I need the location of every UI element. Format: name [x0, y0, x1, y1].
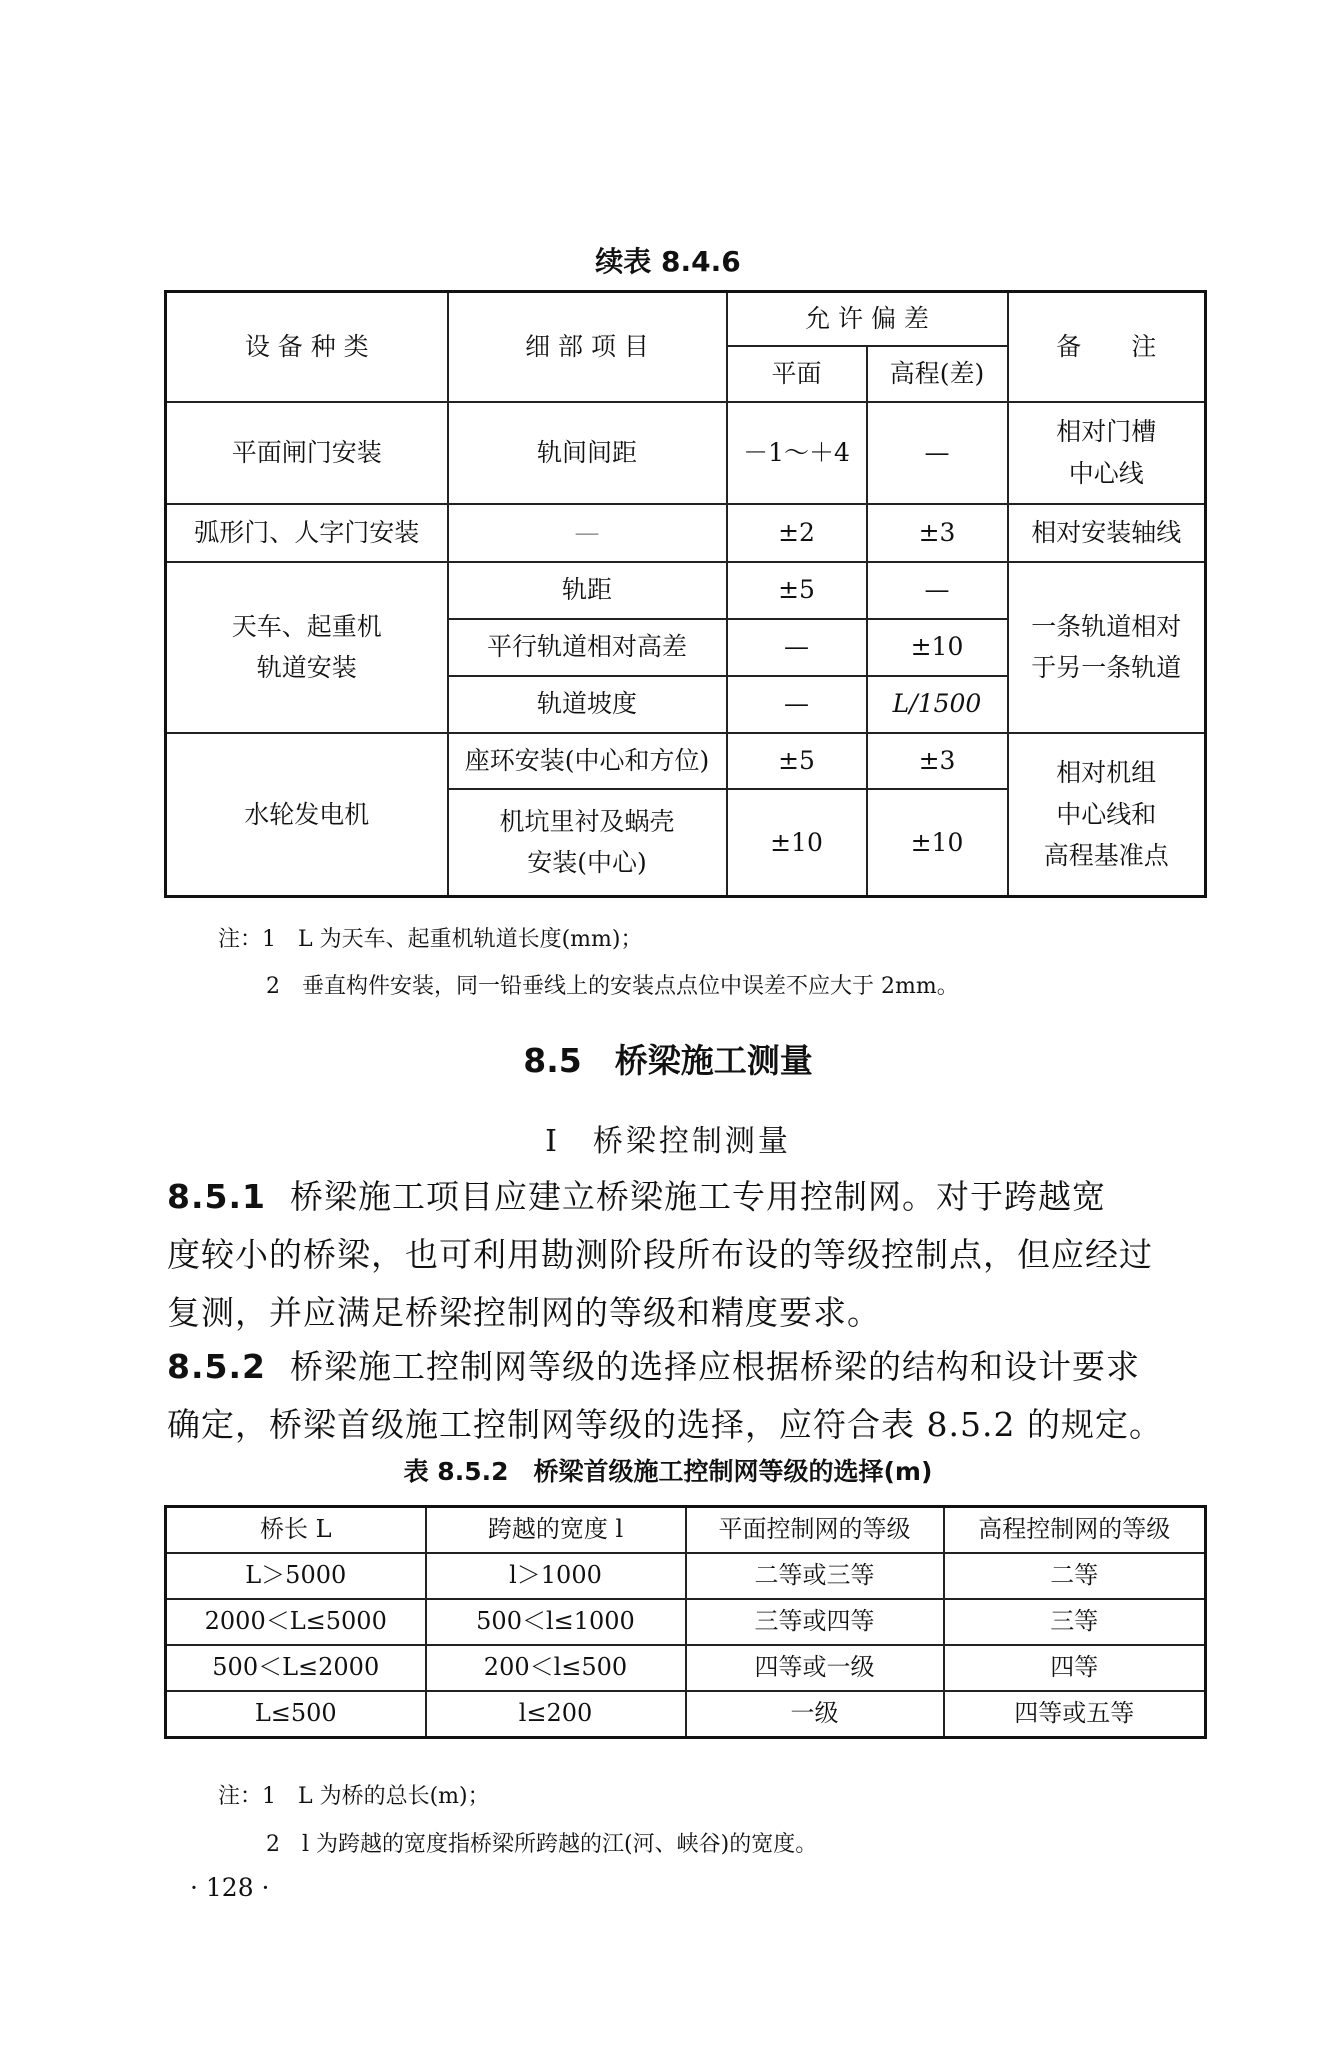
tolerance-table	[164, 290, 1207, 898]
cell-remark	[1008, 402, 1206, 504]
header-remark: 备 注	[1008, 292, 1206, 402]
cell-bridge-length: 500＜L≤2000	[166, 1645, 426, 1691]
cell-plane-grade: 一级	[686, 1691, 944, 1738]
cell-equipment: 弧形门、人字门安装	[166, 504, 448, 562]
remark-line: 中心线和	[1056, 799, 1157, 829]
table-caption: 续表 8.4.6	[595, 245, 741, 278]
cell-plane: ±5	[727, 733, 867, 789]
cell-elevation: L/1500	[867, 676, 1008, 733]
remark-line: 相对门槽	[1056, 417, 1157, 447]
cell-bridge-length: L≤500	[166, 1691, 426, 1738]
cell-bridge-length: L＞5000	[166, 1553, 426, 1599]
cell-remark	[1008, 733, 1206, 897]
cell-plane: ±2	[727, 504, 867, 562]
cell-plane-grade: 四等或一级	[686, 1645, 944, 1691]
cell-remark	[1008, 562, 1206, 733]
cell-item: 轨道坡度	[448, 676, 727, 733]
table-row	[166, 1645, 1206, 1691]
paragraph-line: 确定，桥梁首级施工控制网等级的选择，应符合表 8.5.2 的规定。	[167, 1405, 1163, 1444]
cell-plane-grade: 三等或四等	[686, 1599, 944, 1645]
remark-line: 高程基准点	[1043, 840, 1169, 870]
cell-span-width: 200＜l≤500	[426, 1645, 686, 1691]
cell-plane: —	[727, 619, 867, 676]
paragraph-8-5-2	[167, 1338, 1207, 1454]
table-note: 注：1 L 为天车、起重机轨道长度(mm)；	[218, 927, 643, 952]
cell-span-width: l≤200	[426, 1691, 686, 1738]
table-note: 2 垂直构件安装，同一铅垂线上的安装点点位中误差不应大于 2mm。	[266, 974, 959, 999]
remark-line: 于另一条轨道	[1031, 653, 1182, 682]
cell-elevation: ±10	[867, 789, 1008, 897]
header-elevation: 高程(差)	[867, 346, 1008, 402]
header-tolerance: 允 许 偏 差	[727, 292, 1008, 346]
paragraph-text: 桥梁施工项目应建立桥梁施工专用控制网。对于跨越宽	[289, 1177, 1106, 1216]
cell-item: 平行轨道相对高差	[448, 619, 727, 676]
clause-number: 8.5.2	[167, 1347, 266, 1386]
header-bridge-length: 桥长 L	[166, 1507, 426, 1554]
table-row	[166, 1691, 1206, 1738]
cell-equipment	[166, 562, 448, 733]
cell-remark: 相对安装轴线	[1008, 504, 1206, 562]
header-plane-grade: 平面控制网的等级	[686, 1507, 944, 1554]
cell-plane: －1～＋4	[727, 402, 867, 504]
cell-item: 轨距	[448, 562, 727, 619]
item-line: 机坑里衬及蜗壳	[499, 807, 675, 836]
table-note: 注：1 L 为桥的总长(m)；	[218, 1784, 490, 1809]
cell-plane-grade: 二等或三等	[686, 1553, 944, 1599]
table-row	[166, 1553, 1206, 1599]
paragraph-text: 桥梁施工控制网等级的选择应根据桥梁的结构和设计要求	[289, 1347, 1140, 1386]
cell-span-width: 500＜l≤1000	[426, 1599, 686, 1645]
cell-elevation: ±3	[867, 733, 1008, 789]
cell-plane: ±10	[727, 789, 867, 897]
header-plane: 平面	[727, 346, 867, 402]
cell-equipment: 水轮发电机	[166, 733, 448, 897]
table-caption: 表 8.5.2 桥梁首级施工控制网等级的选择(m)	[403, 1457, 933, 1486]
cell-elevation-grade: 三等	[944, 1599, 1206, 1645]
cell-elevation: —	[867, 562, 1008, 619]
table-note: 2 l 为跨越的宽度指桥梁所跨越的江(河、峡谷)的宽度。	[266, 1832, 818, 1857]
header-elevation-grade: 高程控制网的等级	[944, 1507, 1206, 1554]
cell-item: 座环安装(中心和方位)	[448, 733, 727, 789]
cell-elevation-grade: 四等或五等	[944, 1691, 1206, 1738]
cell-plane: ±5	[727, 562, 867, 619]
equipment-line: 轨道安装	[256, 653, 357, 682]
remark-line: 相对机组	[1056, 758, 1157, 788]
section-heading: 8.5 桥梁施工测量	[523, 1041, 813, 1080]
cell-item: —	[448, 504, 727, 562]
table-row	[166, 1599, 1206, 1645]
paragraph-line: 度较小的桥梁，也可利用勘测阶段所布设的等级控制点，但应经过	[167, 1235, 1153, 1274]
subsection-heading: Ⅰ 桥梁控制测量	[545, 1124, 791, 1159]
equipment-line: 天车、起重机	[231, 611, 382, 641]
paragraph-line	[167, 1168, 1207, 1226]
header-item: 细 部 项 目	[448, 292, 727, 402]
cell-elevation-grade: 二等	[944, 1553, 1206, 1599]
cell-item: 轨间间距	[448, 402, 727, 504]
cell-elevation-grade: 四等	[944, 1645, 1206, 1691]
cell-bridge-length: 2000＜L≤5000	[166, 1599, 426, 1645]
paragraph-line	[167, 1338, 1207, 1396]
paragraph-8-5-1	[167, 1168, 1207, 1342]
cell-elevation: ±3	[867, 504, 1008, 562]
item-line: 安装(中心)	[527, 848, 647, 878]
remark-line: 中心线	[1068, 458, 1144, 488]
clause-number: 8.5.1	[167, 1177, 266, 1216]
cell-equipment: 平面闸门安装	[166, 402, 448, 504]
cell-elevation: ±10	[867, 619, 1008, 676]
cell-elevation: —	[867, 402, 1008, 504]
paragraph-line: 复测，并应满足桥梁控制网的等级和精度要求。	[167, 1293, 881, 1332]
header-span-width: 跨越的宽度 l	[426, 1507, 686, 1554]
cell-item	[448, 789, 727, 897]
cell-plane: —	[727, 676, 867, 733]
cell-span-width: l＞1000	[426, 1553, 686, 1599]
header-equipment: 设 备 种 类	[166, 292, 448, 402]
remark-line: 一条轨道相对	[1031, 611, 1182, 641]
control-network-table	[164, 1505, 1207, 1739]
page-number: · 128 ·	[190, 1873, 270, 1902]
